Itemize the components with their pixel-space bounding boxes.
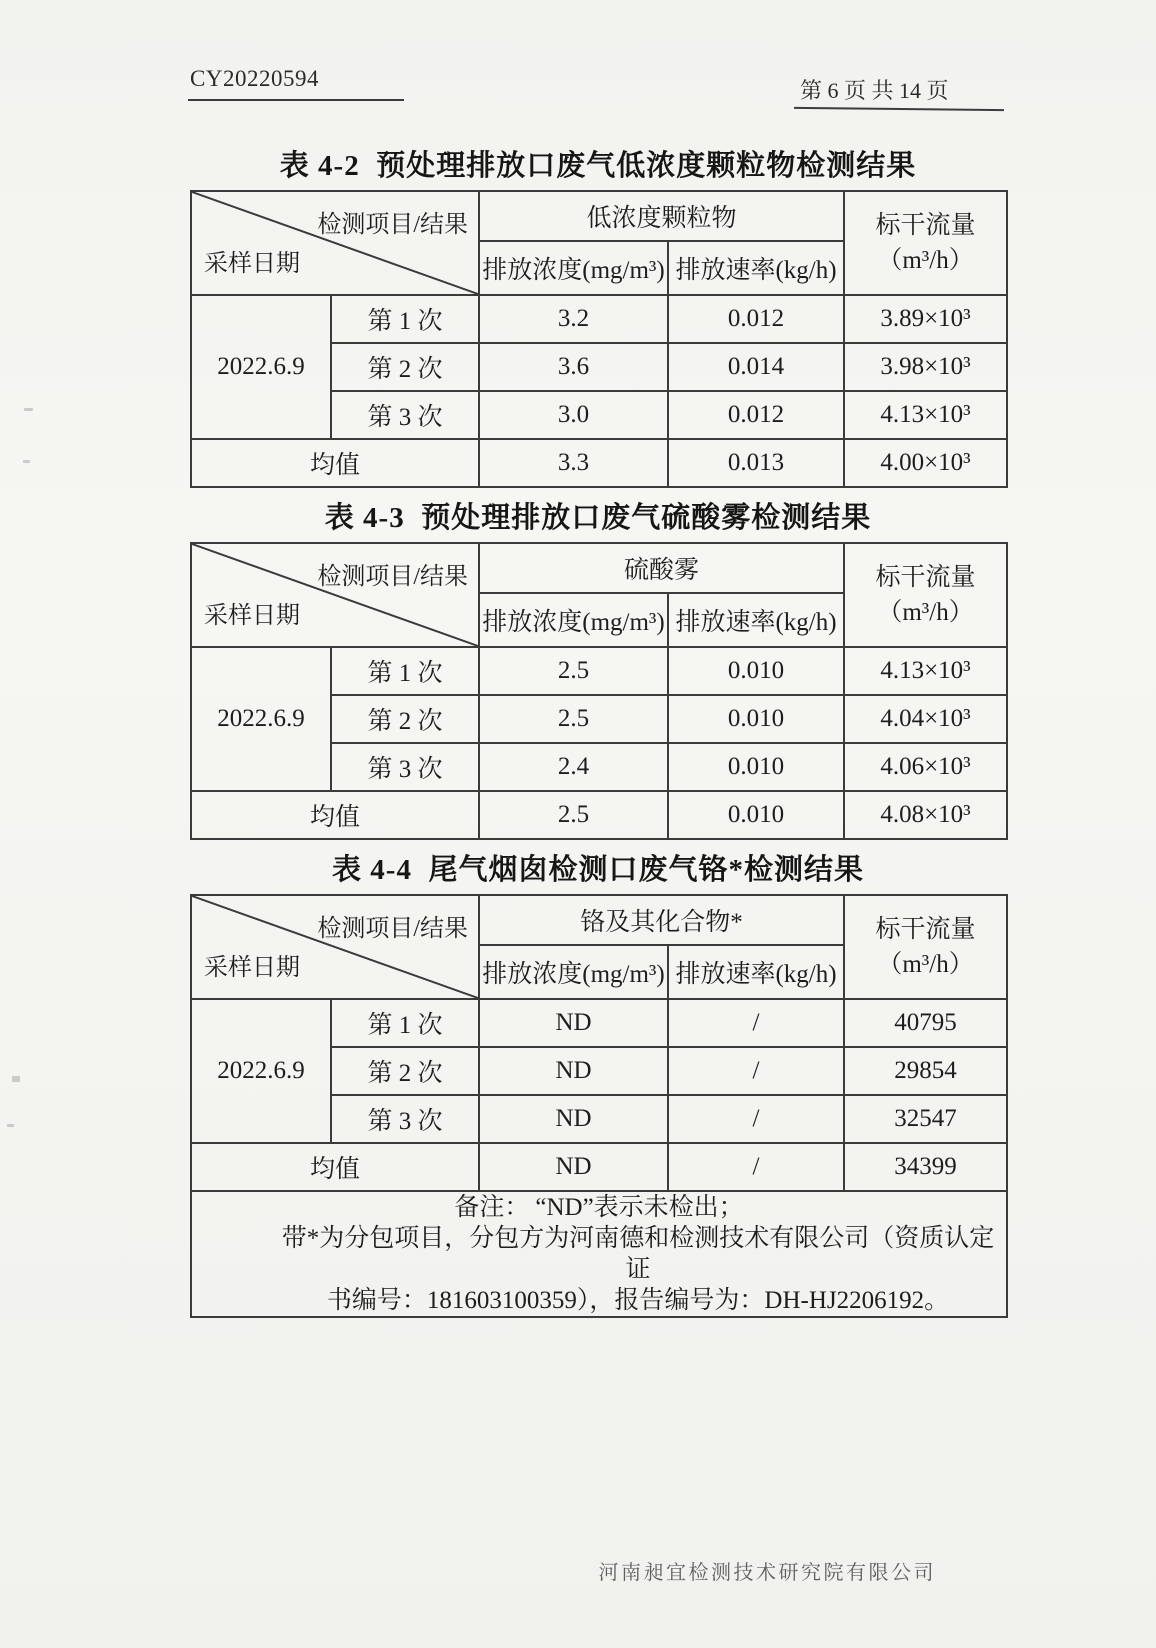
diagonal-header-cell: [191, 191, 479, 295]
concentration-value-cell: 2.4: [479, 743, 668, 791]
flow-value-cell: 29854: [844, 1047, 1007, 1095]
run-label-cell: 第 2 次: [331, 695, 479, 743]
flow-header-unit: （m³/h）: [877, 599, 974, 626]
average-concentration-cell: 3.3: [479, 439, 668, 487]
note-line-2-text: 带*为分包项目，分包方为河南德和检测技术有限公司（资质认定证: [281, 1225, 995, 1283]
flow-value-cell: 32547: [844, 1095, 1007, 1143]
run-label-cell: 第 1 次: [331, 999, 479, 1047]
flow-value-cell: 4.13×10³: [844, 647, 1007, 695]
flow-header-unit: （m³/h）: [877, 247, 974, 274]
table-4-3-host: [190, 542, 1006, 840]
table-row: [191, 999, 1007, 1047]
table-4-2-title: 表 4-2 预处理排放口废气低浓度颗粒物检测结果: [279, 150, 917, 182]
rate-value-cell: /: [668, 999, 844, 1047]
scan-speck: [24, 408, 33, 411]
corner-label-items-results: 检测项目/结果: [317, 564, 468, 590]
concentration-value-cell: ND: [479, 1095, 668, 1143]
rate-value-cell: 0.010: [668, 743, 844, 791]
corner-label-items-results: 检测项目/结果: [317, 916, 468, 942]
average-row: [191, 1143, 1007, 1191]
report-content: [190, 0, 1006, 1318]
sample-date-cell: 2022.6.9: [191, 295, 331, 439]
concentration-value-cell: 3.2: [479, 295, 668, 343]
flow-header-unit: （m³/h）: [877, 951, 974, 978]
average-row: [191, 791, 1007, 839]
run-label-cell: 第 2 次: [331, 343, 479, 391]
average-flow-cell: 34399: [844, 1143, 1007, 1191]
average-concentration-cell: 2.5: [479, 791, 668, 839]
corner-label-sample-date: 采样日期: [204, 603, 300, 629]
note-label: 备注：: [454, 1194, 530, 1221]
average-row: [191, 439, 1007, 487]
corner-label-sample-date: 采样日期: [204, 251, 300, 277]
rate-header: 排放速率(kg/h): [668, 241, 844, 295]
table-4-2-host: [190, 190, 1006, 488]
run-label-cell: 第 1 次: [331, 647, 479, 695]
average-label-cell: 均值: [191, 791, 479, 839]
run-label-cell: 第 3 次: [331, 1095, 479, 1143]
sample-date-cell: 2022.6.9: [191, 647, 331, 791]
flow-header-label: 标干流量: [875, 564, 976, 591]
rate-header: 排放速率(kg/h): [668, 593, 844, 647]
concentration-value-cell: ND: [479, 999, 668, 1047]
rate-value-cell: 0.010: [668, 695, 844, 743]
rate-value-cell: /: [668, 1095, 844, 1143]
table-row: [191, 295, 1007, 343]
table-4-3: [190, 542, 1008, 840]
flow-value-cell: 40795: [844, 999, 1007, 1047]
table-4-2: [190, 190, 1008, 488]
note-line-1-text: “ND”表示未检出；: [535, 1194, 744, 1221]
average-rate-cell: 0.010: [668, 791, 844, 839]
concentration-header: 排放浓度(mg/m³): [479, 945, 668, 999]
concentration-value-cell: 3.6: [479, 343, 668, 391]
average-label-cell: 均值: [191, 1143, 479, 1191]
rate-value-cell: /: [668, 1047, 844, 1095]
corner-label-sample-date: 采样日期: [204, 955, 300, 981]
table-row: [191, 647, 1007, 695]
flow-header-label: 标干流量: [875, 916, 976, 943]
flow-header-label: 标干流量: [875, 212, 976, 239]
rate-header: 排放速率(kg/h): [668, 945, 844, 999]
flow-value-cell: 3.89×10³: [844, 295, 1007, 343]
footer-company-name: 河南昶宜检测技术研究院有限公司: [598, 1562, 936, 1584]
run-label-cell: 第 3 次: [331, 743, 479, 791]
flow-value-cell: 4.04×10³: [844, 695, 1007, 743]
scan-speck: [23, 460, 30, 463]
note-line-3-text: 书编号：181603100359），报告编号为：DH-HJ2206192。: [326, 1287, 950, 1314]
table-4-4-title: 表 4-4 尾气烟囱检测口废气铬*检测结果: [332, 854, 864, 886]
scan-speck: [12, 1076, 20, 1082]
concentration-header: 排放浓度(mg/m³): [479, 593, 668, 647]
average-label-cell: 均值: [191, 439, 479, 487]
run-label-cell: 第 1 次: [331, 295, 479, 343]
concentration-value-cell: 3.0: [479, 391, 668, 439]
diagonal-header-cell: [191, 543, 479, 647]
flow-header: [844, 543, 1007, 647]
flow-value-cell: 4.13×10³: [844, 391, 1007, 439]
note-cell: [191, 1191, 1007, 1317]
flow-value-cell: 4.06×10³: [844, 743, 1007, 791]
table-4-4: [190, 894, 1008, 1318]
rate-value-cell: 0.014: [668, 343, 844, 391]
page-header-page-indicator: 第 6 页 共 14 页: [800, 78, 949, 103]
sample-date-cell: 2022.6.9: [191, 999, 331, 1143]
run-label-cell: 第 2 次: [331, 1047, 479, 1095]
flow-value-cell: 3.98×10³: [844, 343, 1007, 391]
page-header-doc-number: CY20220594: [190, 66, 319, 91]
average-flow-cell: 4.00×10³: [844, 439, 1007, 487]
note-continuation: [192, 1223, 1006, 1316]
pollutant-group-header: 硫酸雾: [479, 543, 844, 593]
note-row: [191, 1191, 1007, 1317]
average-flow-cell: 4.08×10³: [844, 791, 1007, 839]
average-rate-cell: 0.013: [668, 439, 844, 487]
flow-header: [844, 191, 1007, 295]
concentration-value-cell: ND: [479, 1047, 668, 1095]
rate-value-cell: 0.012: [668, 295, 844, 343]
table-4-3-title: 表 4-3 预处理排放口废气硫酸雾检测结果: [324, 502, 872, 534]
run-label-cell: 第 3 次: [331, 391, 479, 439]
average-concentration-cell: ND: [479, 1143, 668, 1191]
table-4-4-host: [190, 894, 1006, 1318]
pollutant-group-header: 低浓度颗粒物: [479, 191, 844, 241]
average-rate-cell: /: [668, 1143, 844, 1191]
rate-value-cell: 0.010: [668, 647, 844, 695]
corner-label-items-results: 检测项目/结果: [317, 212, 468, 238]
flow-header: [844, 895, 1007, 999]
pollutant-group-header: 铬及其化合物*: [479, 895, 844, 945]
concentration-value-cell: 2.5: [479, 695, 668, 743]
scan-speck: [7, 1124, 14, 1127]
rate-value-cell: 0.012: [668, 391, 844, 439]
note-line-1: [192, 1192, 1006, 1223]
diagonal-header-cell: [191, 895, 479, 999]
concentration-value-cell: 2.5: [479, 647, 668, 695]
concentration-header: 排放浓度(mg/m³): [479, 241, 668, 295]
